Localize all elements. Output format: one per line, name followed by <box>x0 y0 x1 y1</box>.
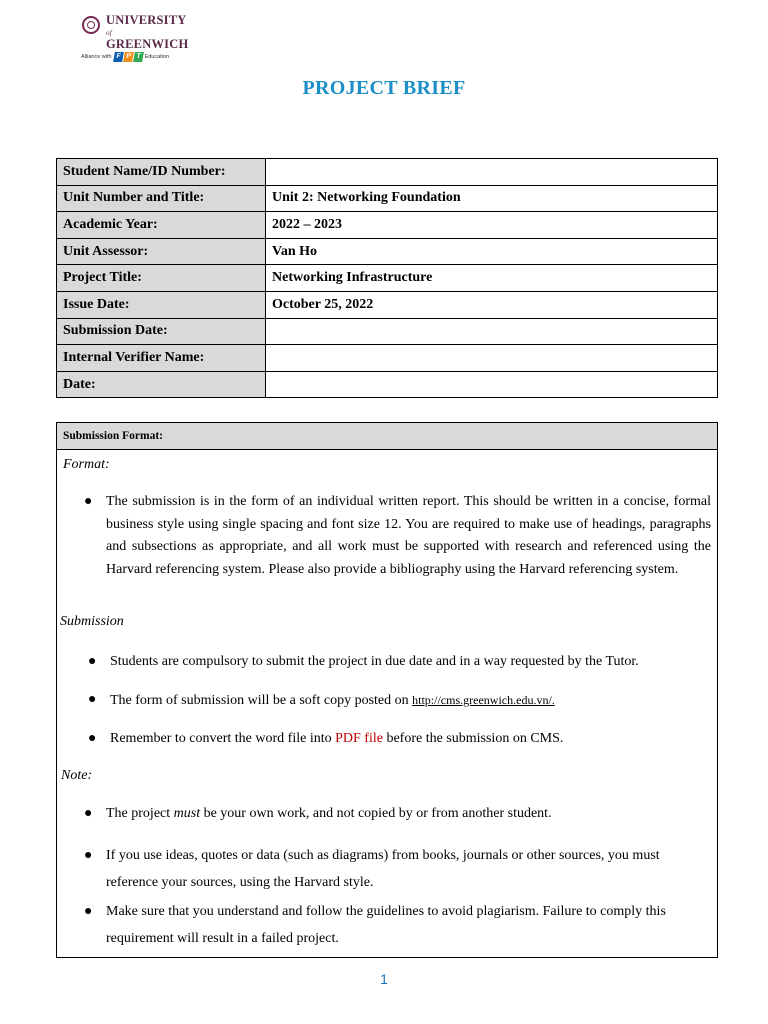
info-value: Networking Infrastructure <box>266 265 718 292</box>
info-label: Project Title: <box>57 265 266 292</box>
info-row <box>57 159 718 186</box>
info-label: Issue Date: <box>57 291 266 318</box>
info-value: Unit 2: Networking Foundation <box>266 185 718 212</box>
bullet-icon: ● <box>84 904 93 919</box>
info-value: 2022 – 2023 <box>266 212 718 239</box>
submission-format-box <box>56 422 718 958</box>
greenwich-crest-icon <box>82 16 100 34</box>
info-value <box>266 318 718 345</box>
info-row <box>57 185 718 212</box>
info-row <box>57 291 718 318</box>
info-label: Internal Verifier Name: <box>57 345 266 372</box>
info-row <box>57 345 718 372</box>
info-value: October 25, 2022 <box>266 291 718 318</box>
bullet-icon: ● <box>84 806 93 821</box>
info-row <box>57 238 718 265</box>
submission-bullet-1: ● Students are compulsory to submit the project in due date and in a way requested by the Tutor. <box>110 651 710 674</box>
info-row <box>57 265 718 292</box>
university-wordmark: UNIVERSITY of GREENWICH <box>106 13 189 51</box>
format-heading: Format: <box>63 457 110 472</box>
info-row <box>57 371 718 398</box>
info-value <box>266 371 718 398</box>
note-bullet-1: ● The project must be your own work, and not copied by or from another student. <box>106 803 711 826</box>
info-label: Submission Date: <box>57 318 266 345</box>
format-bullet: ● The submission is in the form of an individual written report. This should be written in a concise, formal business style using single spacing and font size 12. You are required to make use of headings, paragraphs and subsections as appropriate, and all work must be supported with research and referenced using the Harvard referencing system. Please also provide a bibliography using the Harvard referencing system. <box>106 491 711 581</box>
info-value: Van Ho <box>266 238 718 265</box>
page-number: 1 <box>380 971 388 987</box>
bullet-icon: ● <box>88 731 97 746</box>
bullet-icon: ● <box>84 494 93 509</box>
cms-link[interactable]: http://cms.greenwich.edu.vn/. <box>412 693 555 707</box>
alliance-line: Alliance with F P T Education <box>81 53 170 60</box>
info-label: Academic Year: <box>57 212 266 239</box>
info-row <box>57 318 718 345</box>
submission-bullet-3: ● Remember to convert the word file into PDF file before the submission on CMS. <box>110 728 710 751</box>
page-title: PROJECT BRIEF <box>302 77 466 99</box>
submission-heading: Submission <box>60 614 124 629</box>
university-logo <box>80 14 190 64</box>
submission-format-header: Submission Format: <box>57 423 717 450</box>
info-value <box>266 159 718 186</box>
note-heading: Note: <box>61 768 93 783</box>
bullet-icon: ● <box>84 848 93 863</box>
pdf-file-highlight: PDF file <box>335 731 383 746</box>
submission-bullet-2: ● The form of submission will be a soft copy posted on http://cms.greenwich.edu.vn/. <box>110 689 710 713</box>
info-label: Unit Number and Title: <box>57 185 266 212</box>
info-label: Unit Assessor: <box>57 238 266 265</box>
fpt-logo: F P T <box>114 52 143 62</box>
bullet-icon: ● <box>88 692 97 707</box>
note-bullet-3: ● Make sure that you understand and follow the guidelines to avoid plagiarism. Failure to comply this requirement will result in a failed project. <box>106 898 711 952</box>
info-row <box>57 212 718 239</box>
info-label: Date: <box>57 371 266 398</box>
bullet-icon: ● <box>88 654 97 669</box>
note-bullet-2: ● If you use ideas, quotes or data (such as diagrams) from books, journals or other sources, you must reference your sources, using the Harvard style. <box>106 842 711 896</box>
info-label: Student Name/ID Number: <box>57 159 266 186</box>
project-info-table <box>56 158 718 398</box>
info-value <box>266 345 718 372</box>
